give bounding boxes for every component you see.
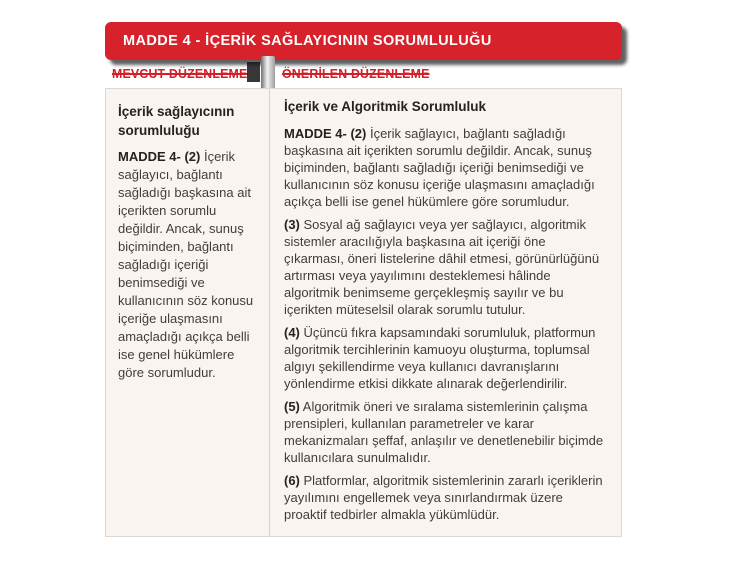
comparison-panel bbox=[105, 88, 622, 537]
right-column-heading: İçerik ve Algoritmik Sorumluluk bbox=[284, 99, 487, 114]
left-column-heading: İçerik sağlayıcının sorumluluğu bbox=[118, 104, 235, 138]
paragraph-marker: (4) bbox=[284, 325, 300, 340]
paragraph-marker: MADDE 4- (2) bbox=[284, 126, 367, 141]
paragraph-text: İçerik sağlayıcı, bağlantı sağladığı başkasına ait içerikten sorumlu değildir. Ancak, sunuş biçiminden, bağlantı sağladığı içeriği benimsediği ve kullanıcının söz konusu içeriğe ulaşmasını amaçladığı açıkça belli ise genel hükümlere göre sorumludur. bbox=[118, 149, 254, 380]
paragraph-marker: MADDE 4- (2) bbox=[118, 149, 201, 164]
right-column-paragraph bbox=[284, 324, 609, 392]
column-divider-icon bbox=[261, 56, 275, 92]
column-divider-shadow bbox=[247, 62, 260, 82]
proposed-regulation-label: ÖNERİLEN DÜZENLEME bbox=[282, 66, 430, 81]
article-title: MADDE 4 - İÇERİK SAĞLAYICININ SORUMLULUĞU bbox=[123, 33, 492, 49]
paragraph-marker: (3) bbox=[284, 217, 300, 232]
current-regulation-label: MEVCUT DÜZENLEME bbox=[112, 66, 248, 81]
current-regulation-column bbox=[106, 89, 269, 536]
right-column-paragraph bbox=[284, 216, 609, 318]
paragraph-text: İçerik sağlayıcı, bağlantı sağladığı başkasına ait içerikten sorumlu değildir. Ancak, sunuş biçiminden, bağlantı sağladığı içeriği benimsediği ve kullanıcının söz konusu içeriğe ulaşmasını amaçladığı açıkça belli ise genel hükümlere göre sorumludur. bbox=[284, 126, 595, 209]
right-column-paragraph bbox=[284, 125, 609, 210]
comparison-label-row bbox=[105, 62, 622, 88]
article-title-bar bbox=[105, 22, 622, 60]
paragraph-text: Platformlar, algoritmik sistemlerinin zararlı içeriklerin yayılımını engellemek veya sınırlandırmak üzere proaktif tedbirler almakla yükümlüdür. bbox=[284, 473, 603, 522]
paragraph-text: Algoritmik öneri ve sıralama sistemlerinin çalışma prensipleri, kullanılan parametreler ve karar mekanizmaları şeffaf, anlaşılır ve denetlenebilir biçimde kullanıcılara sunulmalıdır. bbox=[284, 399, 604, 465]
right-column-paragraph bbox=[284, 472, 609, 523]
proposed-regulation-column bbox=[270, 89, 622, 536]
left-column-paragraph bbox=[118, 148, 258, 382]
paragraph-text: Üçüncü fıkra kapsamındaki sorumluluk, platformun algoritmik tercihlerinin kamuoyu oluşturma, toplumsal algıyı şekillendirme veya kullanıcı davranışlarını yönlendirme etkisi dikkate alınarak değerlendirilir. bbox=[284, 325, 596, 391]
paragraph-marker: (6) bbox=[284, 473, 300, 488]
right-column-paragraph bbox=[284, 398, 609, 466]
paragraph-text: Sosyal ağ sağlayıcı veya yer sağlayıcı, algoritmik sistemler aracılığıyla başkasına ait içeriği öne çıkarması, öneri listelerine dâhil etmesi, görünürlüğünü artırması veya yayılımını desteklemesi hâlinde algoritmik benimseme gerçekleşmiş sayılır ve bu içerikten müteselsil olarak sorumlu tutulur. bbox=[284, 217, 600, 317]
paragraph-marker: (5) bbox=[284, 399, 300, 414]
